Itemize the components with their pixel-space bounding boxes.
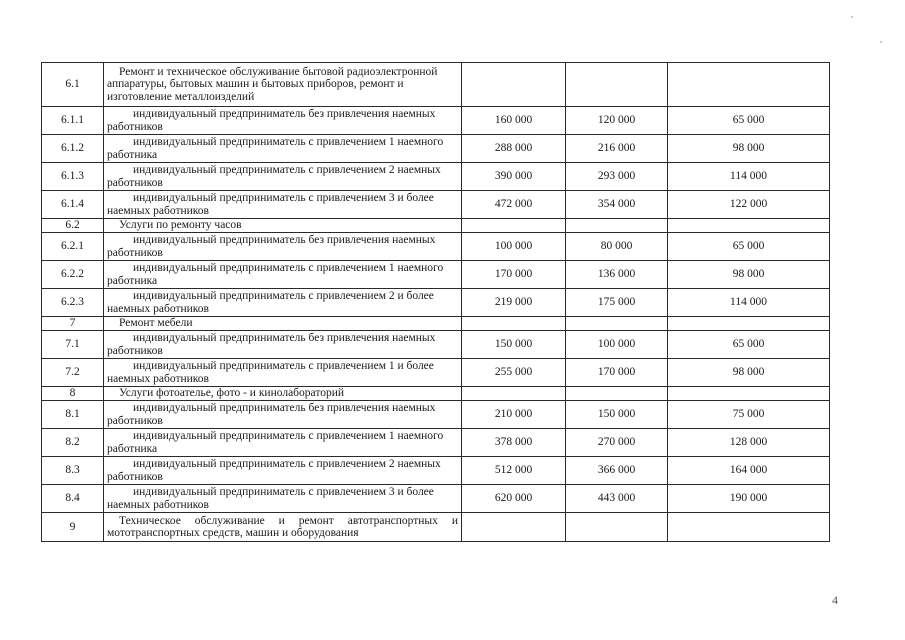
row-value-1: 390 000 (462, 163, 566, 191)
row-description: Ремонт мебели (104, 317, 462, 331)
row-value-1: 512 000 (462, 457, 566, 485)
row-value-2 (566, 63, 668, 107)
row-description: индивидуальный предприниматель с привлечением 2 и более наемных работников (104, 289, 462, 317)
row-value-2: 366 000 (566, 457, 668, 485)
table-row (42, 219, 830, 233)
table-row (42, 63, 830, 107)
row-description: индивидуальный предприниматель с привлечением 1 наемного работника (104, 261, 462, 289)
row-description: Техническое обслуживание и ремонт автотранспортных и мототранспортных средств, машин и оборудования (104, 513, 462, 542)
row-description: индивидуальный предприниматель без привлечения наемных работников (104, 233, 462, 261)
row-value-1: 150 000 (462, 331, 566, 359)
row-description: индивидуальный предприниматель с привлечением 1 и более наемных работников (104, 359, 462, 387)
row-value-1 (462, 513, 566, 542)
row-value-1 (462, 219, 566, 233)
row-value-3: 75 000 (668, 401, 830, 429)
row-value-1: 378 000 (462, 429, 566, 457)
row-value-3: 122 000 (668, 191, 830, 219)
row-value-2: 443 000 (566, 485, 668, 513)
row-value-3: 98 000 (668, 359, 830, 387)
row-description: индивидуальный предприниматель с привлечением 3 и более наемных работников (104, 191, 462, 219)
row-value-3: 128 000 (668, 429, 830, 457)
row-number: 9 (42, 513, 104, 542)
table-row (42, 233, 830, 261)
table-row (42, 359, 830, 387)
row-value-1: 472 000 (462, 191, 566, 219)
row-value-3 (668, 317, 830, 331)
table-row (42, 513, 830, 542)
page-number: 4 (832, 593, 838, 607)
row-description: индивидуальный предприниматель без привлечения наемных работников (104, 331, 462, 359)
row-value-1: 160 000 (462, 107, 566, 135)
row-description: индивидуальный предприниматель без привлечения наемных работников (104, 401, 462, 429)
row-value-1: 170 000 (462, 261, 566, 289)
row-description: индивидуальный предприниматель с привлечением 2 наемных работников (104, 163, 462, 191)
row-number: 8.4 (42, 485, 104, 513)
row-number: 6.2 (42, 219, 104, 233)
table-row (42, 429, 830, 457)
row-number: 6.1.4 (42, 191, 104, 219)
row-description: индивидуальный предприниматель с привлечением 1 наемного работника (104, 135, 462, 163)
row-description: индивидуальный предприниматель с привлечением 2 наемных работников (104, 457, 462, 485)
row-value-2: 270 000 (566, 429, 668, 457)
row-number: 8.1 (42, 401, 104, 429)
table-row (42, 457, 830, 485)
row-description: индивидуальный предприниматель без привлечения наемных работников (104, 107, 462, 135)
row-value-3: 98 000 (668, 135, 830, 163)
row-description: Ремонт и техническое обслуживание бытовой радиоэлектронной аппаратуры, бытовых машин и бытовых приборов, ремонт и изготовление металлоизделий (104, 63, 462, 107)
row-value-2 (566, 219, 668, 233)
row-description: индивидуальный предприниматель с привлечением 3 и более наемных работников (104, 485, 462, 513)
row-value-2 (566, 317, 668, 331)
row-number: 7.1 (42, 331, 104, 359)
row-number: 7 (42, 317, 104, 331)
row-number: 6.1.3 (42, 163, 104, 191)
table-row (42, 107, 830, 135)
table-row (42, 163, 830, 191)
row-number: 6.1 (42, 63, 104, 107)
row-value-3 (668, 513, 830, 542)
row-number: 8.3 (42, 457, 104, 485)
row-value-3: 65 000 (668, 233, 830, 261)
row-value-3: 164 000 (668, 457, 830, 485)
row-number: 6.2.2 (42, 261, 104, 289)
tariff-table (41, 62, 830, 542)
scan-speck (851, 16, 853, 18)
row-value-2: 293 000 (566, 163, 668, 191)
row-value-2: 170 000 (566, 359, 668, 387)
row-number: 8.2 (42, 429, 104, 457)
row-number: 6.2.3 (42, 289, 104, 317)
row-value-3 (668, 387, 830, 401)
row-value-3: 114 000 (668, 163, 830, 191)
row-number: 6.2.1 (42, 233, 104, 261)
row-value-2: 216 000 (566, 135, 668, 163)
row-value-2: 354 000 (566, 191, 668, 219)
row-value-1: 100 000 (462, 233, 566, 261)
row-description: Услуги по ремонту часов (104, 219, 462, 233)
row-value-3: 98 000 (668, 261, 830, 289)
table-row (42, 191, 830, 219)
row-number: 6.1.2 (42, 135, 104, 163)
row-description: индивидуальный предприниматель с привлечением 1 наемного работника (104, 429, 462, 457)
row-value-2: 150 000 (566, 401, 668, 429)
table-row (42, 261, 830, 289)
row-value-1: 219 000 (462, 289, 566, 317)
table-row (42, 401, 830, 429)
table-row (42, 289, 830, 317)
row-value-2: 175 000 (566, 289, 668, 317)
row-value-1: 255 000 (462, 359, 566, 387)
row-value-3: 114 000 (668, 289, 830, 317)
row-value-2: 100 000 (566, 331, 668, 359)
row-value-1: 288 000 (462, 135, 566, 163)
table-row (42, 485, 830, 513)
row-number: 6.1.1 (42, 107, 104, 135)
row-value-1 (462, 317, 566, 331)
scan-speck (880, 41, 882, 43)
row-value-2: 120 000 (566, 107, 668, 135)
row-number: 8 (42, 387, 104, 401)
row-description: Услуги фотоателье, фото - и кинолабораторий (104, 387, 462, 401)
row-value-2: 80 000 (566, 233, 668, 261)
row-value-3: 65 000 (668, 331, 830, 359)
table-row (42, 331, 830, 359)
row-value-2 (566, 387, 668, 401)
row-value-2: 136 000 (566, 261, 668, 289)
row-value-3 (668, 219, 830, 233)
table-row (42, 135, 830, 163)
table-row (42, 317, 830, 331)
row-value-1: 210 000 (462, 401, 566, 429)
row-number: 7.2 (42, 359, 104, 387)
row-value-1: 620 000 (462, 485, 566, 513)
row-value-2 (566, 513, 668, 542)
row-value-3: 190 000 (668, 485, 830, 513)
row-value-1 (462, 387, 566, 401)
table-row (42, 387, 830, 401)
row-value-1 (462, 63, 566, 107)
row-value-3 (668, 63, 830, 107)
row-value-3: 65 000 (668, 107, 830, 135)
